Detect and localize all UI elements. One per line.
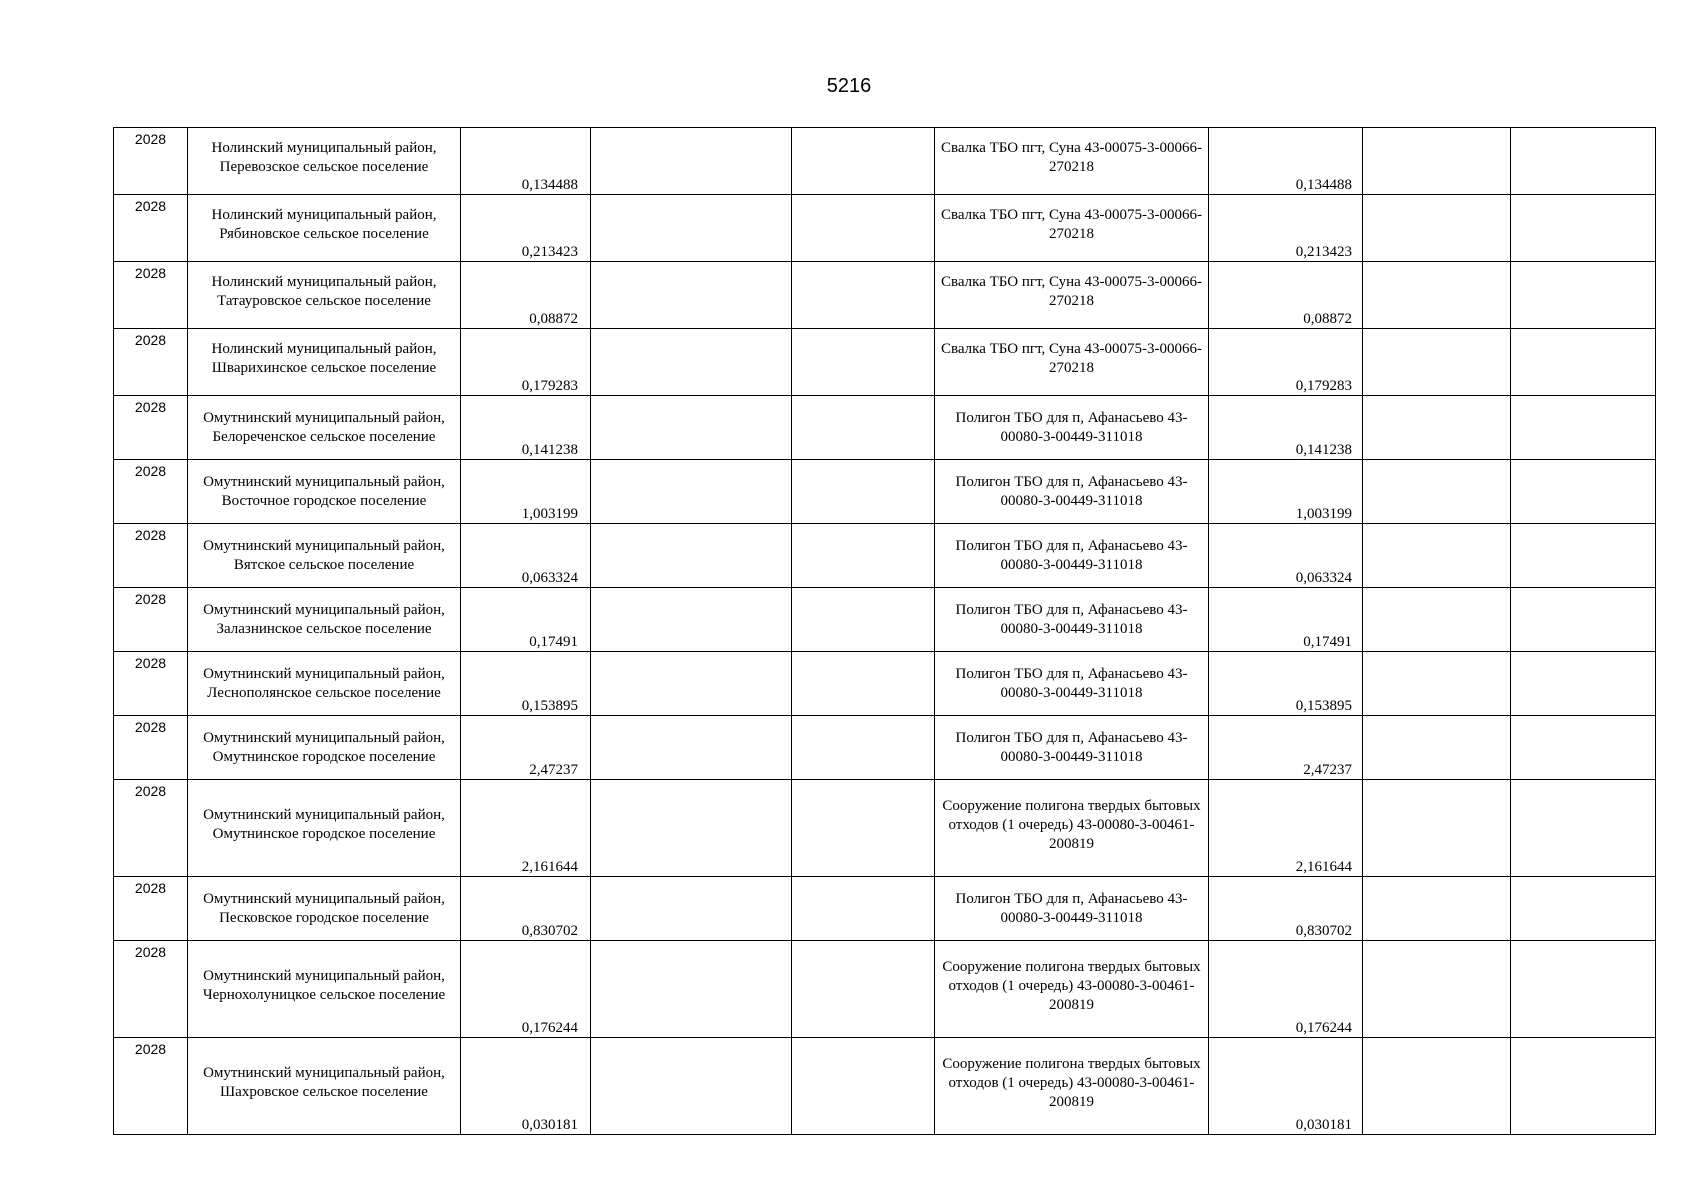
empty-cell: [591, 716, 792, 780]
volume-cell-2: 0,141238: [1209, 396, 1363, 460]
volume-cell: 0,17491: [461, 588, 591, 652]
empty-cell: [591, 329, 792, 396]
empty-cell: [591, 460, 792, 524]
volume-cell-2: 0,08872: [1209, 262, 1363, 329]
empty-cell: [1511, 588, 1656, 652]
empty-cell: [1511, 195, 1656, 262]
empty-cell: [591, 780, 792, 877]
table-row: [114, 329, 1656, 396]
volume-cell-2: 2,161644: [1209, 780, 1363, 877]
empty-cell: [792, 780, 935, 877]
municipality-cell: Омутнинский муниципальный район, Омутнинское городское поселение: [188, 716, 461, 780]
empty-cell: [792, 195, 935, 262]
facility-cell: Свалка ТБО пгт, Суна 43-00075-3-00066-270218: [935, 195, 1209, 262]
volume-cell: 2,47237: [461, 716, 591, 780]
empty-cell: [591, 262, 792, 329]
municipality-cell: Омутнинский муниципальный район, Шахровское сельское поселение: [188, 1038, 461, 1135]
year-cell: 2028: [114, 128, 188, 195]
empty-cell: [1363, 652, 1511, 716]
table-row: [114, 396, 1656, 460]
table-body: [114, 128, 1656, 1135]
empty-cell: [792, 1038, 935, 1135]
municipality-cell: Омутнинский муниципальный район, Чернохолуницкое сельское поселение: [188, 941, 461, 1038]
table-row: [114, 716, 1656, 780]
year-cell: 2028: [114, 396, 188, 460]
table-row: [114, 941, 1656, 1038]
facility-cell: Полигон ТБО для п, Афанасьево 43-00080-3-00449-311018: [935, 524, 1209, 588]
volume-cell-2: 0,153895: [1209, 652, 1363, 716]
municipality-cell: Нолинский муниципальный район, Перевозское сельское поселение: [188, 128, 461, 195]
empty-cell: [1363, 460, 1511, 524]
year-cell: 2028: [114, 524, 188, 588]
empty-cell: [792, 652, 935, 716]
empty-cell: [1363, 1038, 1511, 1135]
volume-cell-2: 2,47237: [1209, 716, 1363, 780]
volume-cell-2: 0,830702: [1209, 877, 1363, 941]
facility-cell: Сооружение полигона твердых бытовых отходов (1 очередь) 43-00080-3-00461-200819: [935, 780, 1209, 877]
municipality-cell: Нолинский муниципальный район, Шварихинское сельское поселение: [188, 329, 461, 396]
empty-cell: [591, 396, 792, 460]
table-row: [114, 262, 1656, 329]
empty-cell: [1511, 716, 1656, 780]
year-cell: 2028: [114, 588, 188, 652]
empty-cell: [1511, 329, 1656, 396]
volume-cell-2: 0,063324: [1209, 524, 1363, 588]
empty-cell: [792, 396, 935, 460]
table-row: [114, 1038, 1656, 1135]
empty-cell: [591, 524, 792, 588]
year-cell: 2028: [114, 195, 188, 262]
volume-cell: 0,141238: [461, 396, 591, 460]
empty-cell: [591, 195, 792, 262]
volume-cell-2: 1,003199: [1209, 460, 1363, 524]
volume-cell: 0,030181: [461, 1038, 591, 1135]
year-cell: 2028: [114, 716, 188, 780]
empty-cell: [1511, 396, 1656, 460]
municipality-cell: Омутнинский муниципальный район, Залазнинское сельское поселение: [188, 588, 461, 652]
volume-cell-2: 0,176244: [1209, 941, 1363, 1038]
empty-cell: [792, 588, 935, 652]
empty-cell: [1363, 588, 1511, 652]
volume-cell: 0,830702: [461, 877, 591, 941]
empty-cell: [792, 524, 935, 588]
empty-cell: [1511, 1038, 1656, 1135]
municipality-cell: Нолинский муниципальный район, Татауровское сельское поселение: [188, 262, 461, 329]
empty-cell: [1511, 460, 1656, 524]
table-row: [114, 780, 1656, 877]
year-cell: 2028: [114, 460, 188, 524]
volume-cell: 0,176244: [461, 941, 591, 1038]
empty-cell: [1511, 652, 1656, 716]
table-row: [114, 128, 1656, 195]
empty-cell: [1511, 524, 1656, 588]
volume-cell: 2,161644: [461, 780, 591, 877]
volume-cell: 0,063324: [461, 524, 591, 588]
year-cell: 2028: [114, 1038, 188, 1135]
empty-cell: [1363, 128, 1511, 195]
empty-cell: [591, 1038, 792, 1135]
year-cell: 2028: [114, 941, 188, 1038]
year-cell: 2028: [114, 877, 188, 941]
empty-cell: [792, 941, 935, 1038]
table-row: [114, 460, 1656, 524]
municipality-cell: Омутнинский муниципальный район, Восточное городское поселение: [188, 460, 461, 524]
volume-cell-2: 0,134488: [1209, 128, 1363, 195]
year-cell: 2028: [114, 262, 188, 329]
facility-cell: Полигон ТБО для п, Афанасьево 43-00080-3-00449-311018: [935, 396, 1209, 460]
volume-cell-2: 0,213423: [1209, 195, 1363, 262]
facility-cell: Сооружение полигона твердых бытовых отходов (1 очередь) 43-00080-3-00461-200819: [935, 941, 1209, 1038]
volume-cell: 1,003199: [461, 460, 591, 524]
empty-cell: [591, 128, 792, 195]
volume-cell-2: 0,179283: [1209, 329, 1363, 396]
municipality-cell: Омутнинский муниципальный район, Омутнинское городское поселение: [188, 780, 461, 877]
empty-cell: [792, 128, 935, 195]
municipality-cell: Омутнинский муниципальный район, Песковское городское поселение: [188, 877, 461, 941]
facility-cell: Полигон ТБО для п, Афанасьево 43-00080-3-00449-311018: [935, 716, 1209, 780]
empty-cell: [1511, 262, 1656, 329]
municipality-cell: Омутнинский муниципальный район, Леснополянское сельское поселение: [188, 652, 461, 716]
empty-cell: [1363, 195, 1511, 262]
empty-cell: [591, 877, 792, 941]
empty-cell: [792, 329, 935, 396]
table-row: [114, 588, 1656, 652]
volume-cell: 0,213423: [461, 195, 591, 262]
empty-cell: [1511, 941, 1656, 1038]
facility-cell: Полигон ТБО для п, Афанасьево 43-00080-3-00449-311018: [935, 588, 1209, 652]
table-row: [114, 524, 1656, 588]
facility-cell: Свалка ТБО пгт, Суна 43-00075-3-00066-270218: [935, 128, 1209, 195]
empty-cell: [1511, 780, 1656, 877]
volume-cell: 0,08872: [461, 262, 591, 329]
facility-cell: Полигон ТБО для п, Афанасьево 43-00080-3-00449-311018: [935, 652, 1209, 716]
table-row: [114, 195, 1656, 262]
table-row: [114, 652, 1656, 716]
volume-cell-2: 0,17491: [1209, 588, 1363, 652]
empty-cell: [1363, 524, 1511, 588]
empty-cell: [591, 588, 792, 652]
year-cell: 2028: [114, 329, 188, 396]
year-cell: 2028: [114, 780, 188, 877]
empty-cell: [1363, 716, 1511, 780]
waste-volume-table: [113, 127, 1656, 1135]
empty-cell: [792, 716, 935, 780]
volume-cell: 0,153895: [461, 652, 591, 716]
year-cell: 2028: [114, 652, 188, 716]
empty-cell: [792, 262, 935, 329]
volume-cell-2: 0,030181: [1209, 1038, 1363, 1135]
facility-cell: Свалка ТБО пгт, Суна 43-00075-3-00066-270218: [935, 262, 1209, 329]
volume-cell: 0,134488: [461, 128, 591, 195]
facility-cell: Полигон ТБО для п, Афанасьево 43-00080-3-00449-311018: [935, 460, 1209, 524]
empty-cell: [1511, 877, 1656, 941]
empty-cell: [1363, 780, 1511, 877]
volume-cell: 0,179283: [461, 329, 591, 396]
facility-cell: Свалка ТБО пгт, Суна 43-00075-3-00066-270218: [935, 329, 1209, 396]
empty-cell: [591, 941, 792, 1038]
empty-cell: [1363, 941, 1511, 1038]
municipality-cell: Нолинский муниципальный район, Рябиновское сельское поселение: [188, 195, 461, 262]
page-number: 5216: [826, 75, 872, 97]
empty-cell: [591, 652, 792, 716]
facility-cell: Полигон ТБО для п, Афанасьево 43-00080-3-00449-311018: [935, 877, 1209, 941]
empty-cell: [1363, 877, 1511, 941]
empty-cell: [1363, 396, 1511, 460]
facility-cell: Сооружение полигона твердых бытовых отходов (1 очередь) 43-00080-3-00461-200819: [935, 1038, 1209, 1135]
empty-cell: [1511, 128, 1656, 195]
empty-cell: [1363, 329, 1511, 396]
empty-cell: [792, 460, 935, 524]
empty-cell: [1363, 262, 1511, 329]
municipality-cell: Омутнинский муниципальный район, Белореченское сельское поселение: [188, 396, 461, 460]
empty-cell: [792, 877, 935, 941]
table-row: [114, 877, 1656, 941]
municipality-cell: Омутнинский муниципальный район, Вятское сельское поселение: [188, 524, 461, 588]
